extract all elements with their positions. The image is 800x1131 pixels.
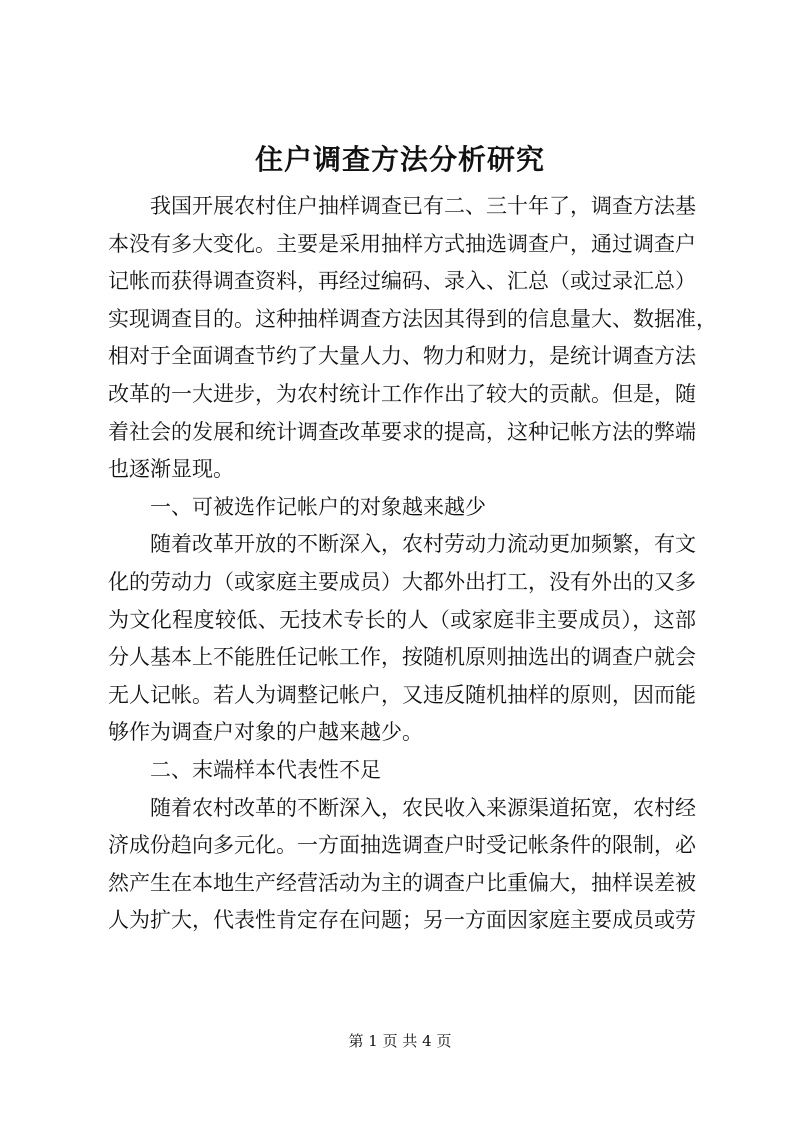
body-line: 为文化程度较低、无技术专长的人（或家庭非主要成员），这部 [108, 607, 696, 632]
section-heading: 一、可被选作记帐户的对象越来越少 [150, 494, 486, 519]
document-title: 住户调查方法分析研究 [254, 143, 545, 176]
body-line: 随着农村改革的不断深入，农民收入来源渠道拓宽，农村经 [150, 795, 696, 820]
body-line: 本没有多大变化。主要是采用抽样方式抽选调查户，通过调查户 [108, 231, 696, 256]
section-heading: 二、末端样本代表性不足 [150, 757, 381, 782]
body-line: 也逐渐显现。 [108, 457, 234, 482]
body-line: 化的劳动力（或家庭主要成员）大都外出打工，没有外出的又多 [108, 569, 696, 594]
body-line: 够作为调查户对象的户越来越少。 [108, 720, 423, 745]
body-line: 实现调查目的。这种抽样调查方法因其得到的信息量大、数据准， [108, 306, 717, 331]
body-line: 改革的一大进步，为农村统计工作作出了较大的贡献。但是，随 [108, 381, 696, 406]
page-number-footer: 第 1 页 共 4 页 [348, 1032, 452, 1050]
body-line: 人为扩大，代表性肯定存在问题；另一方面因家庭主要成员或劳 [108, 908, 696, 933]
body-line: 无人记帐。若人为调整记帐户，又违反随机抽样的原则，因而能 [108, 682, 696, 707]
body-line: 随着改革开放的不断深入，农村劳动力流动更加频繁，有文 [150, 532, 696, 557]
document-body [108, 188, 717, 940]
body-line: 记帐而获得调查资料，再经过编码、录入、汇总（或过录汇总） [108, 269, 696, 294]
body-line: 相对于全面调查节约了大量人力、物力和财力，是统计调查方法 [108, 344, 696, 369]
body-line: 济成份趋向多元化。一方面抽选调查户时受记帐条件的限制，必 [108, 833, 696, 858]
body-line: 着社会的发展和统计调查改革要求的提高，这种记帐方法的弊端 [108, 419, 696, 444]
body-line: 分人基本上不能胜任记帐工作，按随机原则抽选出的调查户就会 [108, 645, 696, 670]
body-line: 然产生在本地生产经营活动为主的调查户比重偏大，抽样误差被 [108, 870, 696, 895]
body-line: 我国开展农村住户抽样调查已有二、三十年了，调查方法基 [150, 194, 696, 218]
